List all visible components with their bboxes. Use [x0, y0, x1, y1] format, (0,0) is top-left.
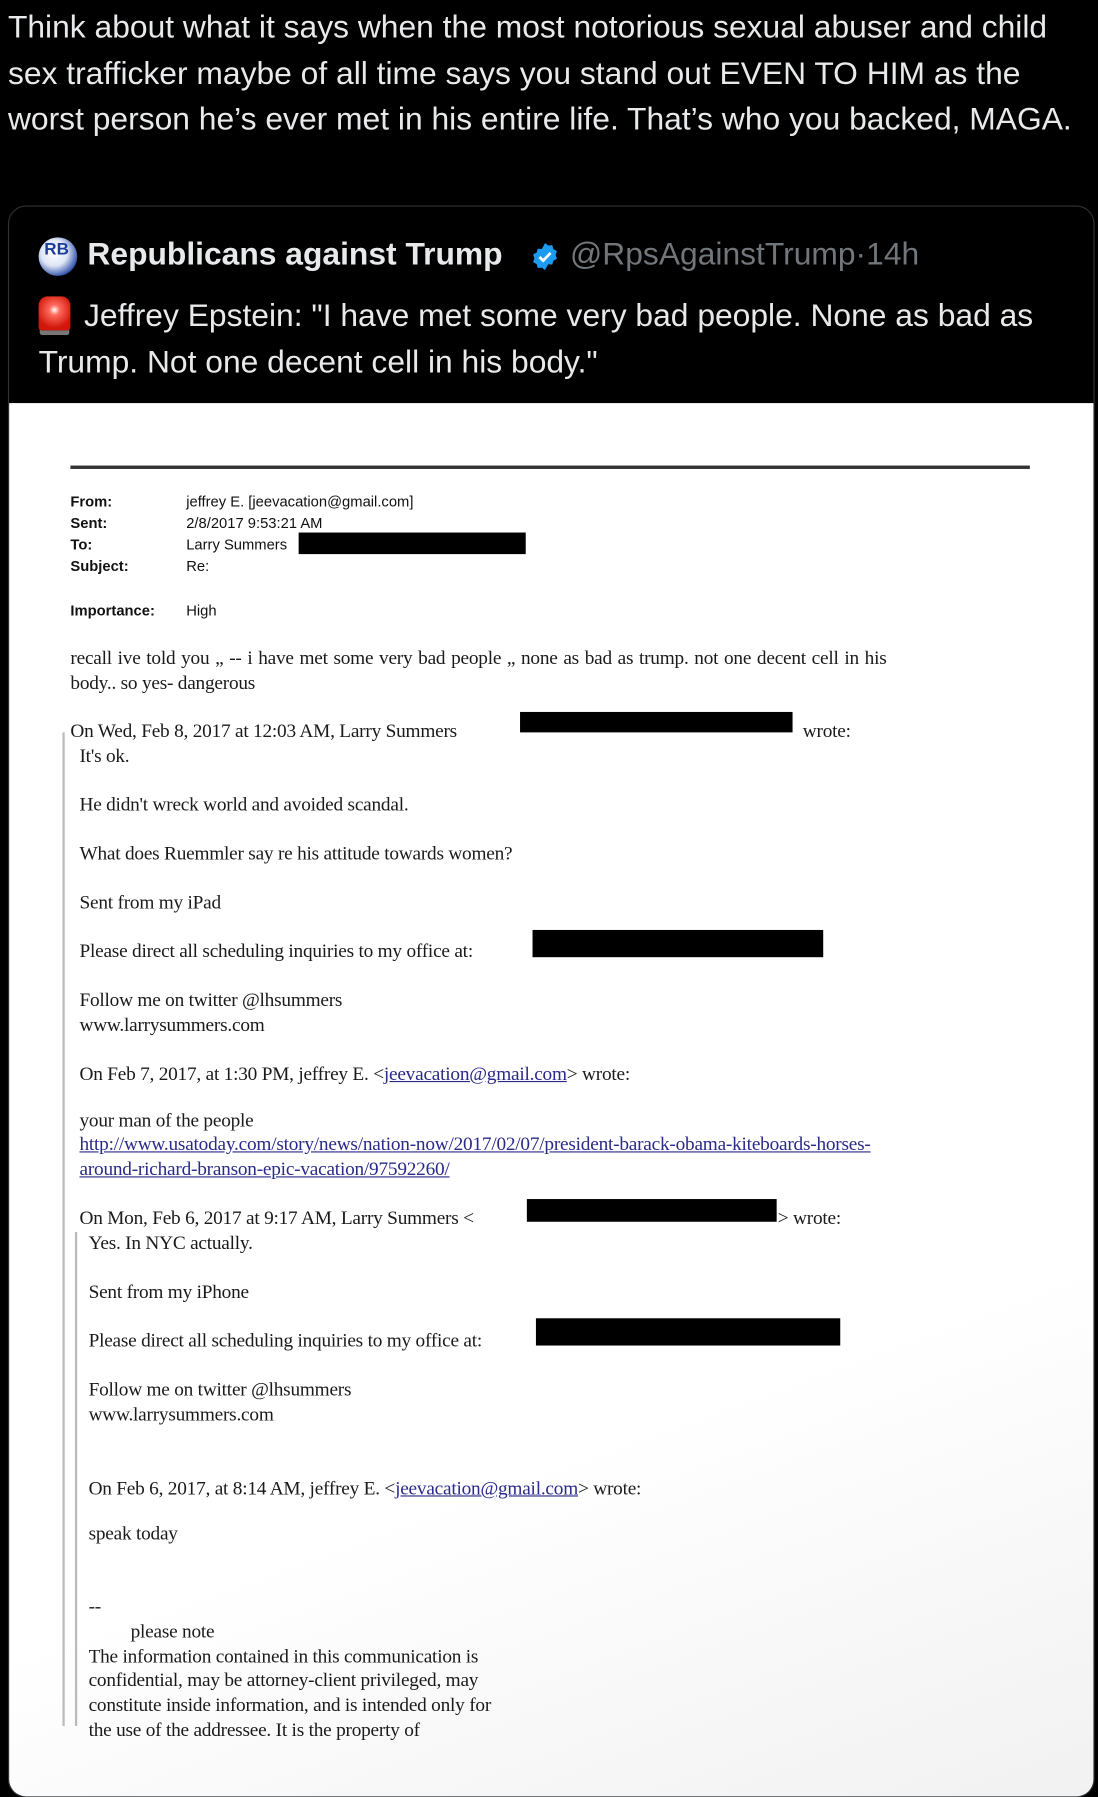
header-value-subject: Re: — [186, 557, 210, 575]
email-body-line: www.larrysummers.com — [79, 1013, 265, 1036]
avatar-logo: RB — [44, 239, 69, 259]
quote-attribution — [79, 1063, 630, 1086]
avatar[interactable] — [39, 237, 78, 276]
email-body-line: Please direct all scheduling inquiries to my office at: — [88, 1329, 483, 1352]
article-link[interactable]: http://www.usatoday.com/story/news/nation-now/2017/02/07/president-barack-obama-kiteboards-horses- — [79, 1133, 871, 1155]
timestamp[interactable]: 14h — [866, 236, 920, 272]
quote-attribution-wrote: wrote: — [802, 719, 851, 742]
quote-attribution: On Mon, Feb 6, 2017 at 9:17 AM, Larry Summers < — [79, 1207, 474, 1229]
header-value-to: Larry Summers — [186, 535, 288, 553]
email-body-line: What does Ruemmler say re his attitude towards women? — [79, 842, 513, 865]
disclaimer-line: constitute inside information, and is intended only for — [88, 1694, 492, 1716]
header-value-from: jeffrey E. [jeevacation@gmail.com] — [186, 492, 414, 510]
email-body-line: recall ive told you „ -- i have met some very bad people „ none as bad as trump. not one decent cell in his — [70, 647, 887, 669]
email-body-line: Yes. In NYC actually. — [88, 1231, 253, 1254]
header-value-importance: High — [186, 601, 217, 619]
attribution-text: On Feb 6, 2017, at 8:14 AM, jeffrey E. < — [88, 1477, 396, 1499]
redaction-bar — [299, 533, 526, 555]
email-body-line: Sent from my iPhone — [88, 1280, 249, 1303]
email-body-line: Follow me on twitter @lhsummers — [88, 1378, 352, 1401]
attribution-wrote: > wrote: — [577, 1477, 642, 1499]
header-rule — [70, 466, 1029, 469]
disclaimer-line: confidential, may be attorney-client privileged, may — [88, 1669, 479, 1691]
police-light-emoji-icon — [39, 296, 71, 330]
quoted-tweet-card[interactable] — [8, 206, 1095, 1797]
header-label-sent: Sent: — [70, 514, 108, 532]
quote-attribution — [89, 1477, 642, 1500]
post-text: Think about what it says when the most notorious sexual abuser and child sex trafficker maybe of all time says you stand out EVEN TO HIM as the worst person he’s ever met in his entire life. That’s who you backed, MAGA. — [7, 9, 1072, 137]
email-document-image[interactable] — [9, 403, 1093, 1797]
header-label-importance: Importance: — [70, 601, 155, 619]
quoted-text: Jeffrey Epstein: "I have met some very bad people. None as bad as Trump. Not one decent cell in his body." — [38, 297, 1034, 380]
redaction-bar — [520, 712, 793, 732]
disclaimer-line: The information contained in this communication is — [88, 1645, 479, 1667]
email-body-line: your man of the people — [79, 1109, 254, 1131]
disclaimer-line: the use of the addressee. It is the property of — [88, 1719, 420, 1741]
quote-attribution: On Wed, Feb 8, 2017 at 12:03 AM, Larry Summers — [70, 719, 457, 742]
header-label-from: From: — [70, 492, 113, 510]
quote-attribution-wrote: > wrote: — [777, 1207, 842, 1229]
nested-quote-bar — [75, 1232, 77, 1726]
email-body-line: Please direct all scheduling inquiries to my office at: — [79, 940, 473, 962]
email-body-line: speak today — [88, 1522, 178, 1545]
article-link[interactable]: around-richard-branson-epic-vacation/97592260/ — [79, 1158, 450, 1180]
attribution-wrote: > wrote: — [566, 1062, 630, 1085]
quoted-author-handle[interactable]: @RpsAgainstTrump — [570, 236, 856, 272]
separator-dot: · — [855, 236, 867, 272]
header-label-to: To: — [70, 535, 93, 553]
quoted-tweet-text — [39, 292, 1072, 385]
redaction-bar — [527, 1199, 777, 1222]
quoted-author-meta — [570, 236, 919, 272]
email-body-line: Sent from my iPad — [79, 891, 221, 913]
email-body-line: It's ok. — [79, 744, 130, 767]
header-value-sent: 2/8/2017 9:53:21 AM — [186, 514, 323, 532]
email-body-line: www.larrysummers.com — [88, 1403, 274, 1426]
signature-separator: -- — [88, 1595, 101, 1617]
header-label-subject: Subject: — [70, 557, 129, 575]
email-body-line: He didn't wreck world and avoided scandal. — [79, 793, 409, 816]
email-body-line: body.. so yes- dangerous — [70, 672, 256, 694]
email-link[interactable]: jeevacation@gmail.com — [395, 1477, 578, 1499]
email-body-line: Follow me on twitter @lhsummers — [79, 988, 343, 1011]
redaction-bar — [536, 1318, 840, 1345]
quoted-author-name[interactable]: Republicans against Trump — [87, 236, 503, 272]
quote-bar — [62, 732, 64, 1726]
disclaimer-heading: please note — [130, 1620, 215, 1642]
verified-badge-icon — [530, 242, 560, 272]
redaction-bar — [533, 930, 824, 957]
email-link[interactable]: jeevacation@gmail.com — [383, 1062, 567, 1085]
attribution-text: On Feb 7, 2017, at 1:30 PM, jeffrey E. < — [79, 1062, 384, 1085]
